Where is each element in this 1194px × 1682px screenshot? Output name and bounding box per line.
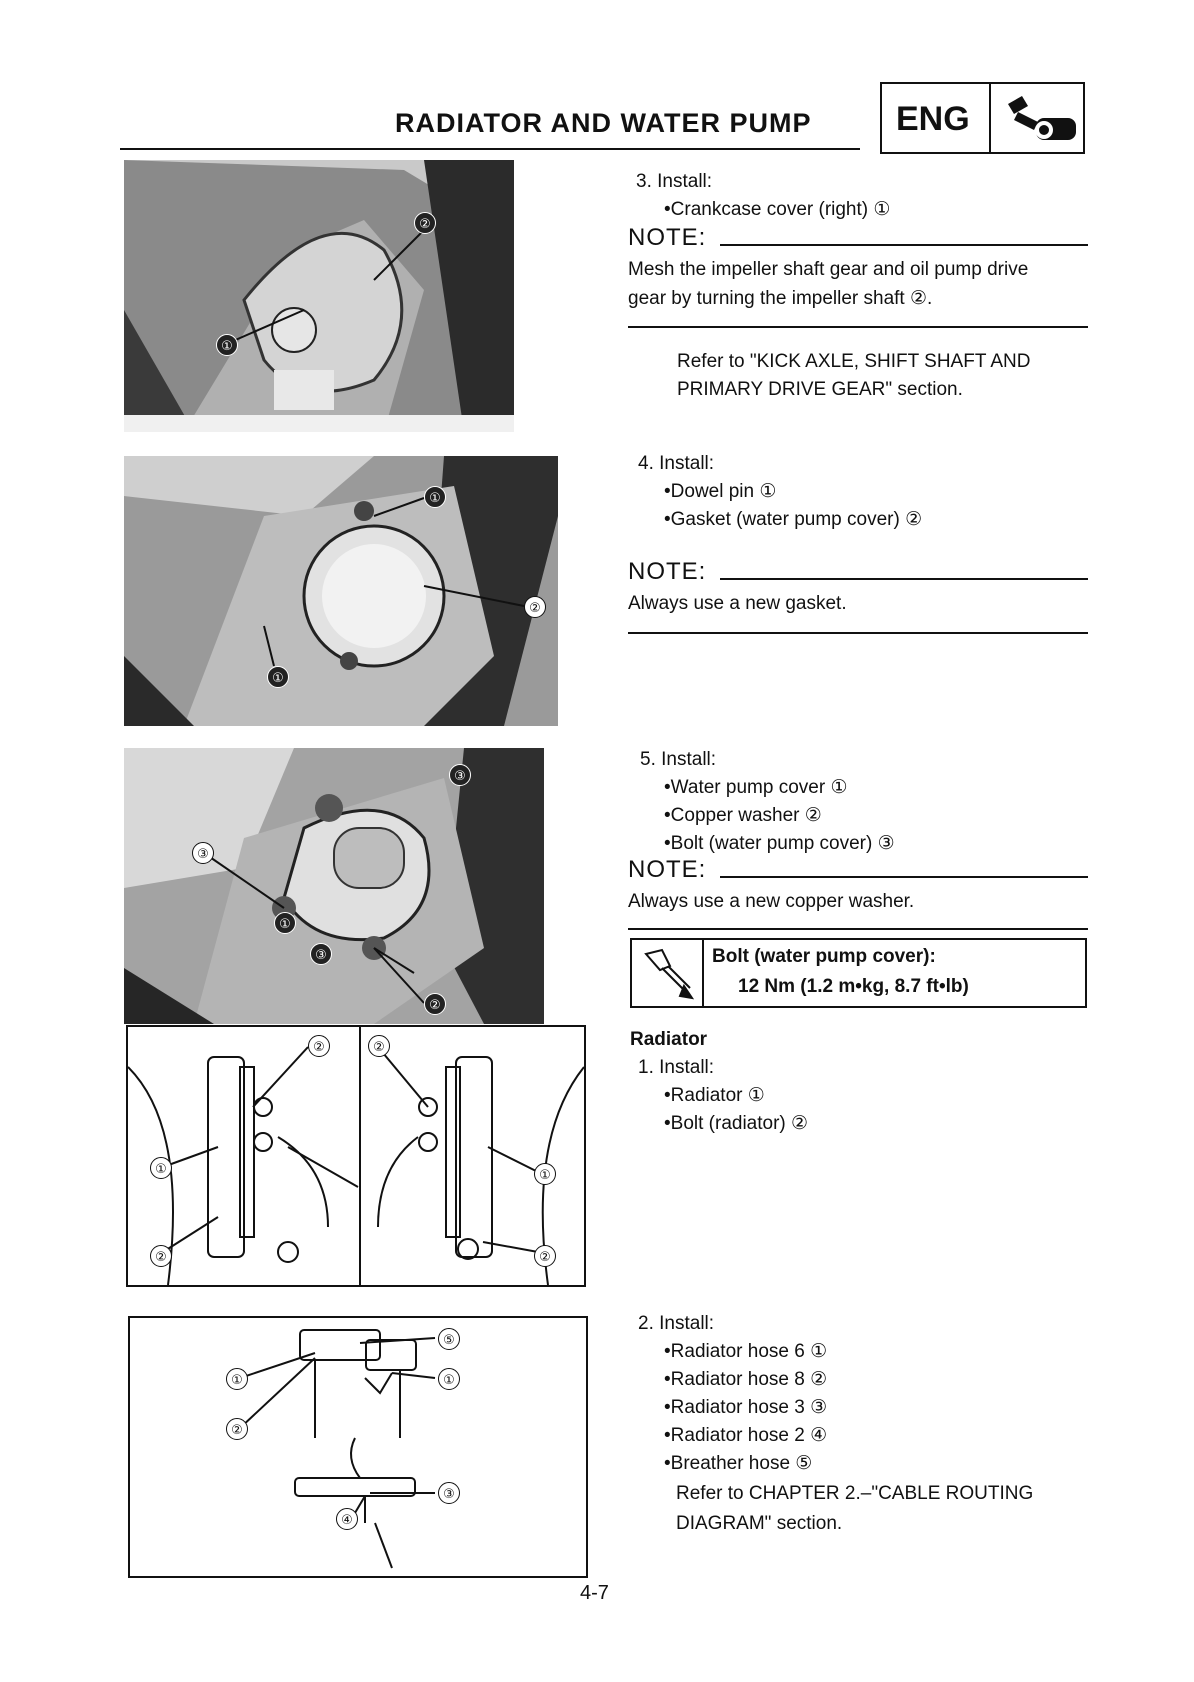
callout-1: ① (216, 334, 238, 356)
torque-value: 12 Nm (1.2 m•kg, 8.7 ft•lb) (738, 976, 969, 997)
callout-3: ③ (310, 943, 332, 965)
callout-1: ① (274, 912, 296, 934)
crankcase-cover-illustration (124, 160, 514, 432)
callout-3: ③ (192, 842, 214, 864)
photo-crankcase-cover (124, 160, 514, 432)
photo-dowel-gasket (124, 456, 558, 726)
header-rule (120, 148, 860, 150)
radiator-step2-item: •Radiator hose 6 ① (664, 1341, 828, 1362)
step3-note-line: gear by turning the impeller shaft ②. (628, 288, 933, 309)
radiator-refer-line: Refer to CHAPTER 2.–"CABLE ROUTING (676, 1483, 1034, 1504)
callout-1: ① (424, 486, 446, 508)
step3-item: •Crankcase cover (right) ① (664, 199, 891, 220)
radiator-refer-line: DIAGRAM" section. (676, 1513, 843, 1534)
callout-2: ② (534, 1245, 556, 1267)
callout-3: ③ (449, 764, 471, 786)
section-badge (880, 82, 1085, 154)
callout-2: ② (226, 1418, 248, 1440)
note-rule (720, 876, 1088, 878)
hoses-line-drawing (130, 1318, 586, 1576)
dowel-gasket-illustration (124, 456, 558, 726)
step5-label: 5. Install: (640, 749, 717, 770)
callout-2: ② (414, 212, 436, 234)
page-title: RADIATOR AND WATER PUMP (395, 108, 812, 138)
callout-2: ② (524, 596, 546, 618)
step3-note-label: NOTE: (628, 224, 707, 251)
note-end-rule (628, 928, 1088, 930)
note-rule (720, 578, 1088, 580)
step3-refer-line: PRIMARY DRIVE GEAR" section. (677, 379, 963, 400)
note-rule (720, 244, 1088, 246)
step4-item: •Gasket (water pump cover) ② (664, 509, 923, 530)
radiator-step1-item: •Bolt (radiator) ② (664, 1113, 809, 1134)
torque-wrench-icon (640, 946, 696, 1002)
callout-1: ① (226, 1368, 248, 1390)
callout-1: ① (150, 1157, 172, 1179)
step3-label: 3. Install: (636, 171, 713, 192)
step4-item: •Dowel pin ① (664, 481, 777, 502)
step5-note-label: NOTE: (628, 856, 707, 883)
step3-refer-line: Refer to "KICK AXLE, SHIFT SHAFT AND (677, 351, 1031, 372)
step3-note-line: Mesh the impeller shaft gear and oil pump drive (628, 259, 1029, 280)
radiator-heading: Radiator (630, 1029, 708, 1050)
radiator-step1-item: •Radiator ① (664, 1085, 765, 1106)
step4-label: 4. Install: (638, 453, 715, 474)
badge-label: ENG (896, 100, 970, 138)
note-end-rule (628, 326, 1088, 328)
step5-item: •Bolt (water pump cover) ③ (664, 833, 895, 854)
radiator-step2-item: •Radiator hose 3 ③ (664, 1397, 828, 1418)
callout-2: ② (368, 1035, 390, 1057)
torque-divider (702, 940, 704, 1006)
radiator-step2-item: •Radiator hose 2 ④ (664, 1425, 828, 1446)
radiator-step2-item: •Breather hose ⑤ (664, 1453, 813, 1474)
callout-1: ① (438, 1368, 460, 1390)
engine-icon (994, 90, 1084, 150)
callout-4: ④ (336, 1508, 358, 1530)
callout-2: ② (308, 1035, 330, 1057)
torque-spec-box (630, 938, 1087, 1008)
callout-3: ③ (438, 1482, 460, 1504)
page-number: 4-7 (580, 1582, 609, 1604)
radiator-line-drawing (128, 1027, 584, 1285)
water-pump-cover-illustration (124, 748, 544, 1024)
callout-1: ① (267, 666, 289, 688)
callout-2: ② (150, 1245, 172, 1267)
step4-note-label: NOTE: (628, 558, 707, 585)
callout-2: ② (424, 993, 446, 1015)
diagram-radiator-install (126, 1025, 586, 1287)
callout-5: ⑤ (438, 1328, 460, 1350)
diagram-radiator-hoses (128, 1316, 588, 1578)
step5-item: •Copper washer ② (664, 805, 822, 826)
badge-divider (989, 84, 991, 152)
step5-item: •Water pump cover ① (664, 777, 848, 798)
radiator-step2-item: •Radiator hose 8 ② (664, 1369, 828, 1390)
note-end-rule (628, 632, 1088, 634)
callout-1: ① (534, 1163, 556, 1185)
radiator-step2-label: 2. Install: (638, 1313, 715, 1334)
step4-note-text: Always use a new gasket. (628, 593, 847, 614)
radiator-step1-label: 1. Install: (638, 1057, 715, 1078)
torque-label: Bolt (water pump cover): (712, 946, 936, 967)
step5-note-text: Always use a new copper washer. (628, 891, 915, 912)
photo-water-pump-cover (124, 748, 544, 1024)
